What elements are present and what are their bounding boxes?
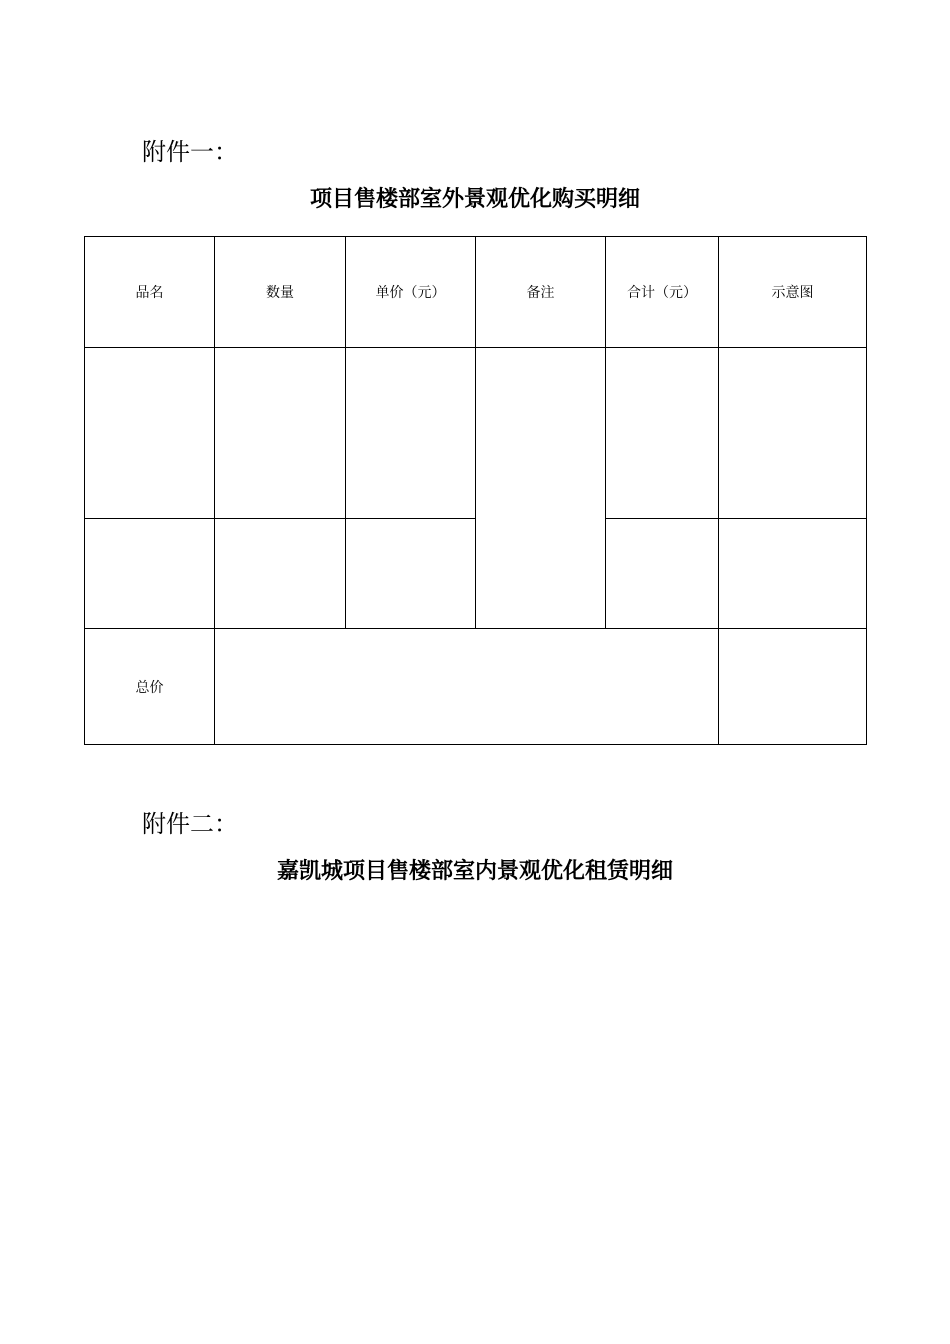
attachment-1-title: 项目售楼部室外景观优化购买明细 (309, 187, 640, 212)
total-label-cell: 总价 (85, 629, 215, 745)
table-header-row (85, 237, 867, 348)
attachment-2-title: 嘉凯城项目售楼部室内景观优化租赁明细 (276, 859, 673, 884)
table-cell-unit-price (346, 348, 476, 519)
table-cell-remarks (476, 348, 606, 629)
table-row (85, 348, 867, 519)
header-cell-subtotal: 合计（元） (606, 237, 719, 348)
header-cell-remarks: 备注 (476, 237, 606, 348)
header-cell-illustration: 示意图 (719, 237, 867, 348)
table-total-row (85, 629, 867, 745)
purchase-detail-table (84, 236, 867, 745)
header-cell-item-name: 品名 (85, 237, 215, 348)
table-cell-quantity (215, 348, 346, 519)
table-cell-subtotal (606, 348, 719, 519)
table-cell-quantity (215, 519, 346, 629)
table-cell-unit-price (346, 519, 476, 629)
table-cell-item-name (85, 519, 215, 629)
table-cell-illustration (719, 348, 867, 519)
table-cell-illustration (719, 519, 867, 629)
attachment-2-label: 附件二： (142, 810, 238, 838)
header-cell-quantity: 数量 (215, 237, 346, 348)
table-cell-subtotal (606, 519, 719, 629)
attachment-1-label: 附件一： (142, 138, 238, 166)
table-cell-item-name (85, 348, 215, 519)
header-cell-unit-price: 单价（元） (346, 237, 476, 348)
total-value-cell (215, 629, 719, 745)
total-extra-cell (719, 629, 867, 745)
